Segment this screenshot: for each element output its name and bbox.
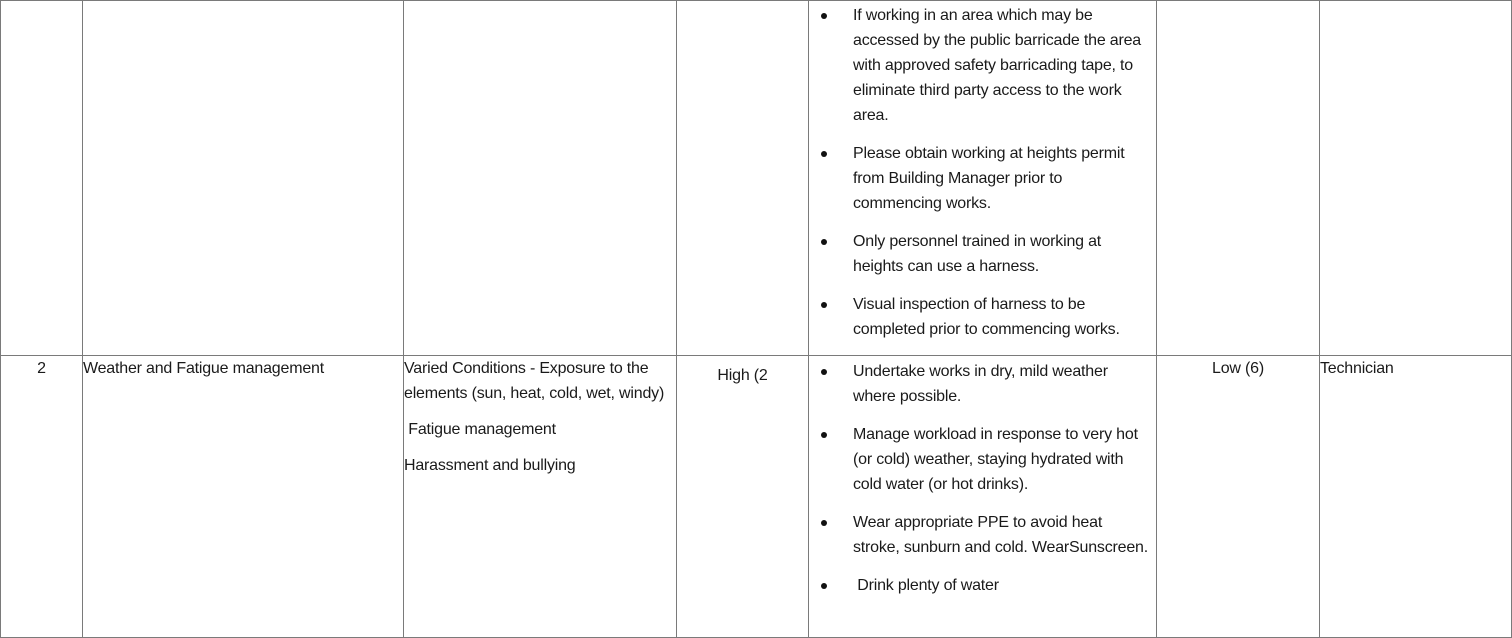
initial-risk-cell: High (2 (677, 356, 809, 638)
controls-cell (809, 1, 1157, 356)
bullet-icon (821, 369, 827, 375)
list-item (809, 510, 1156, 560)
control-text: Please obtain working at heights permit from Building Manager prior to commencing works. (853, 145, 1125, 212)
bullet-icon (821, 239, 827, 245)
control-measures-list (809, 3, 1156, 342)
list-item (809, 422, 1156, 497)
responsible-cell (1320, 1, 1512, 356)
list-item (809, 292, 1156, 342)
list-item (809, 359, 1156, 409)
bullet-icon (821, 583, 827, 589)
table-row (1, 356, 1512, 638)
residual-risk-cell: Low (6) (1157, 356, 1320, 638)
list-item (809, 141, 1156, 216)
item-number-cell: 2 (1, 356, 83, 638)
activity-cell (83, 1, 404, 356)
list-item (809, 229, 1156, 279)
control-text: Drink plenty of water (853, 577, 999, 594)
hazards-cell (404, 1, 677, 356)
control-text: Visual inspection of harness to be completed prior to commencing works. (853, 296, 1120, 338)
control-text: Wear appropriate PPE to avoid heat stroke, sunburn and cold. WearSunscreen. (853, 514, 1148, 556)
table-row (1, 1, 1512, 356)
bullet-icon (821, 520, 827, 526)
initial-risk-cell (677, 1, 809, 356)
responsible-cell: Technician (1320, 356, 1512, 638)
control-text: Undertake works in dry, mild weather where possible. (853, 363, 1108, 405)
bullet-icon (821, 432, 827, 438)
control-text: Only personnel trained in working at heights can use a harness. (853, 233, 1102, 275)
bullet-icon (821, 302, 827, 308)
list-item (809, 3, 1156, 128)
activity-cell: Weather and Fatigue management (83, 356, 404, 638)
control-measures-list (809, 359, 1156, 598)
hazard-text: Harassment and bullying (404, 457, 576, 474)
control-text: If working in an area which may be accessed by the public barricade the area with approved safety barricading tape, to eliminate third party access to the work area. (853, 7, 1141, 124)
hazard-text: Fatigue management (404, 421, 556, 438)
control-text: Manage workload in response to very hot (or cold) weather, staying hydrated with cold water (or hot drinks). (853, 426, 1138, 493)
residual-risk-cell (1157, 1, 1320, 356)
item-number-cell (1, 1, 83, 356)
controls-cell (809, 356, 1157, 638)
hazards-cell (404, 356, 677, 638)
bullet-icon (821, 151, 827, 157)
list-item (809, 573, 1156, 598)
bullet-icon (821, 13, 827, 19)
hazard-text: Varied Conditions - Exposure to the elements (sun, heat, cold, wet, windy) (404, 360, 665, 402)
